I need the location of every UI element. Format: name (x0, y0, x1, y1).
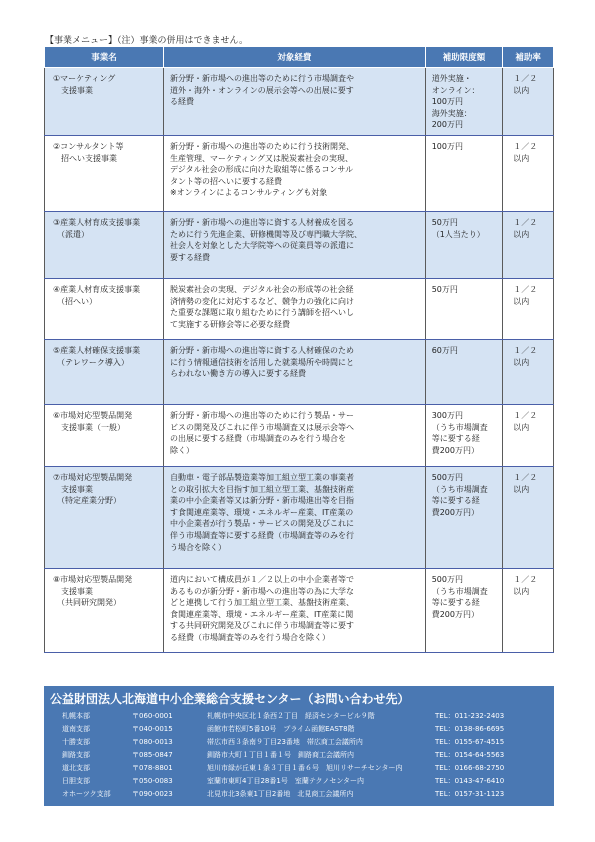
row-subsidy-limit: 500万円 （うち市場調査 等に要する経 費200万円） (425, 467, 503, 569)
row-business-name: ①マーケティング 支援事業 (45, 68, 164, 136)
row-business-name: ⑦市場対応型製品開発 支援事業 （特定産業分野） (45, 467, 164, 569)
office-postal-code: 〒040-0015 (132, 725, 173, 733)
row-eligible-expenses: 新分野・新市場への進出等のために行う市場調査や 道外・海外・オンラインの展示会等への出展に要す る経費 (163, 68, 425, 136)
table-row (45, 212, 554, 279)
office-address: 帯広市西３条南９丁目23番地 帯広商工会議所内 (207, 738, 363, 746)
header-subsidy-rate: 補助率 (503, 47, 554, 68)
row-eligible-expenses: 新分野・新市場への進出等のために行う製品・サー ビスの開発及びこれに伴う市場調査又は展示会等へ の出展に要する経費（市場調査のみを行う場合を 除く） (163, 405, 425, 467)
office-phone[interactable]: TEL：0138-86-6695 (435, 725, 505, 733)
row-business-name: ④産業人材育成支援事業 （招へい） (45, 279, 164, 340)
office-row (44, 775, 554, 787)
office-address: 函館市若松町5番10号 プライム函館EAST8階 (207, 725, 355, 733)
row-subsidy-limit: 60万円 (425, 340, 503, 405)
office-name: 十勝支部 (62, 738, 90, 746)
row-subsidy-rate: １／２ 以内 (503, 340, 554, 405)
row-subsidy-limit: 道外実施・ オンライン： 100万円 海外実施： 200万円 (425, 68, 503, 136)
office-row (44, 762, 554, 774)
office-phone[interactable]: TEL：0154-64-5563 (435, 751, 505, 759)
row-business-name: ⑤産業人材確保支援事業 （テレワーク導入） (45, 340, 164, 405)
row-business-name: ②コンサルタント等 招へい支援事業 (45, 136, 164, 212)
row-business-name: ⑧市場対応型製品開発 支援事業 （共同研究開発） (45, 569, 164, 653)
office-address: 室蘭市東町4丁目28番1号 室蘭テクノセンター内 (207, 777, 365, 785)
row-eligible-expenses: 新分野・新市場への進出等に資する人材養成を図る ために行う先進企業、研修機関等及び専門職大学院、 社会人を対象とした大学院等への従業員等の派遣に 要する経費 (163, 212, 425, 279)
office-phone[interactable]: TEL：0155-67-4515 (435, 738, 505, 746)
row-eligible-expenses: 新分野・新市場への進出等に資する人材確保のため に行う情報通信技術を活用した就業場所や時間にと らわれない働き方の導入に要する経費 (163, 340, 425, 405)
office-postal-code: 〒050-0083 (132, 777, 173, 785)
row-subsidy-rate: １／２ 以内 (503, 212, 554, 279)
row-subsidy-rate: １／２ 以内 (503, 405, 554, 467)
header-eligible-expenses: 対象経費 (163, 47, 425, 68)
table-row (45, 279, 554, 340)
contact-panel (44, 686, 554, 806)
office-phone[interactable]: TEL：0157-31-1123 (435, 790, 505, 798)
office-name: オホーツク支部 (62, 790, 111, 798)
office-name: 札幌本部 (62, 712, 90, 720)
office-postal-code: 〒080-0013 (132, 738, 173, 746)
row-subsidy-limit: 100万円 (425, 136, 503, 212)
office-address: 札幌市中央区北１条西２丁目 経済センタービル９階 (207, 712, 375, 720)
row-eligible-expenses: 道内において構成員が１／２以上の中小企業者等で あるものが新分野・新市場への進出等の為に大学な どと連携して行う加工組立型工業、基盤技術産業、 食関連産業等、環境・エネルギー産業、IT産業に関 する共同研究開発及びこれに伴う市場調査等に要す る経費（市場調査等のみを行う場合を除く） (163, 569, 425, 653)
office-postal-code: 〒060-0001 (132, 712, 173, 720)
table-row (45, 405, 554, 467)
table-row (45, 569, 554, 653)
table-row (45, 68, 554, 136)
office-address: 釧路市大町１丁目１番１号 釧路商工会議所内 (207, 751, 354, 759)
row-subsidy-limit: 500万円 （うち市場調査 等に要する経 費200万円） (425, 569, 503, 653)
office-postal-code: 〒090-0023 (132, 790, 173, 798)
row-subsidy-rate: １／２ 以内 (503, 136, 554, 212)
table-header-row (45, 47, 554, 68)
office-address: 旭川市緑が丘東１条３丁目１番６号 旭川リサーチセンター内 (207, 764, 403, 772)
header-business-name: 事業名 (45, 47, 164, 68)
office-postal-code: 〒085-0847 (132, 751, 173, 759)
office-row (44, 736, 554, 748)
table-row (45, 467, 554, 569)
row-eligible-expenses: 脱炭素社会の実現、デジタル社会の形成等の社会経 済情勢の変化に対応するなど、競争力の強化に向け た重要な課題に取り組むために行う講師を招へいし て実施する研修会等に必要な経費 (163, 279, 425, 340)
office-phone[interactable]: TEL：0143-47-6410 (435, 777, 505, 785)
office-name: 釧路支部 (62, 751, 90, 759)
office-address: 北見市北3条東1丁目2番地 北見商工会議所内 (207, 790, 354, 798)
row-subsidy-rate: １／２ 以内 (503, 569, 554, 653)
office-row (44, 710, 554, 722)
table-row (45, 136, 554, 212)
table-row (45, 340, 554, 405)
contact-title: 公益財団法人北海道中小企業総合支援センター（お問い合わせ先） (50, 692, 410, 706)
row-subsidy-rate: １／２ 以内 (503, 68, 554, 136)
office-row (44, 788, 554, 800)
row-business-name: ③産業人材育成支援事業 （派遣） (45, 212, 164, 279)
office-postal-code: 〒078-8801 (132, 764, 173, 772)
office-phone[interactable]: TEL：0166-68-2750 (435, 764, 505, 772)
row-eligible-expenses: 新分野・新市場への進出等のために行う技術開発、 生産管理、マーケティング又は脱炭素社会の実現、 デジタル社会の形成に向けた取組等に係るコンサル タント等の招へいに要する経費 ※オンラインによるコンサルティングも対象 (163, 136, 425, 212)
office-name: 道北支部 (62, 764, 90, 772)
business-menu-table (44, 46, 554, 653)
office-name: 日胆支部 (62, 777, 90, 785)
header-subsidy-limit: 補助限度額 (425, 47, 503, 68)
office-name: 道南支部 (62, 725, 90, 733)
row-subsidy-rate: １／２ 以内 (503, 467, 554, 569)
office-row (44, 723, 554, 735)
row-business-name: ⑥市場対応型製品開発 支援事業（一般） (45, 405, 164, 467)
menu-note: 【事業メニュー】（注）事業の併用はできません。 (45, 36, 249, 46)
office-row (44, 749, 554, 761)
row-subsidy-limit: 50万円 （1人当たり） (425, 212, 503, 279)
row-eligible-expenses: 自動車・電子部品製造業等加工組立型工業の事業者 との取引拡大を目指す加工組立型工業、基盤技術産 業の中小企業者等又は新分野・新市場進出等を目指 す食関連産業等、環境・エネルギー産業、IT産業の 中小企業者が行う製品・サービスの開発及びこれに 伴う市場調査等に要する経費（市場調査等のみを行 う場合を除く） (163, 467, 425, 569)
row-subsidy-limit: 300万円 （うち市場調査 等に要する経 費200万円） (425, 405, 503, 467)
office-phone[interactable]: TEL：011-232-2403 (435, 712, 505, 720)
row-subsidy-rate: １／２ 以内 (503, 279, 554, 340)
row-subsidy-limit: 50万円 (425, 279, 503, 340)
